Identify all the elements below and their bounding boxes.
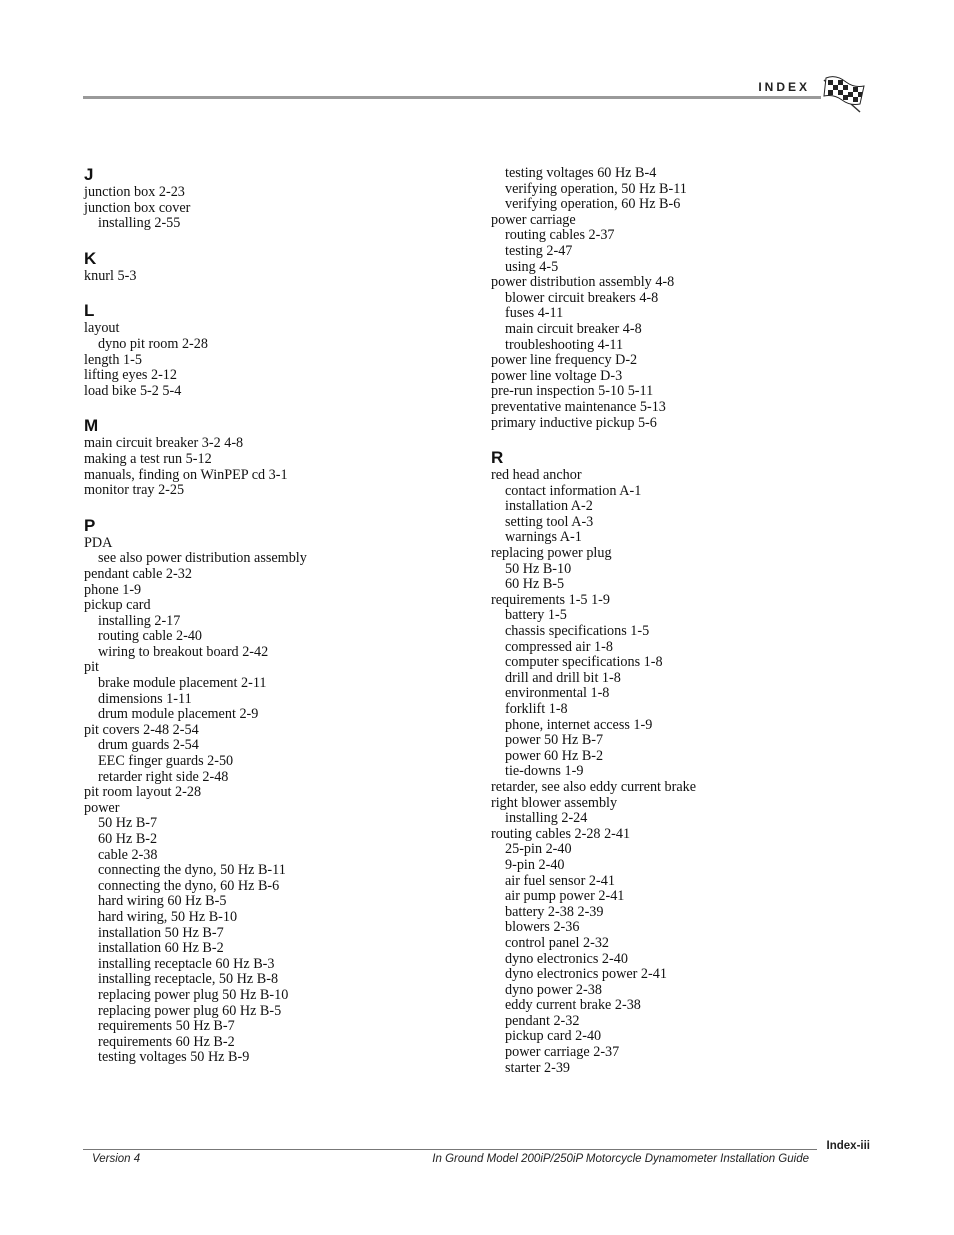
index-subentry: dyno pit room 2-28 bbox=[98, 335, 208, 352]
footer-rule bbox=[83, 1149, 817, 1150]
index-subentry: 9-pin 2-40 bbox=[505, 856, 565, 873]
index-subentry: hard wiring 60 Hz B-5 bbox=[98, 893, 227, 910]
index-subentry: drum guards 2-54 bbox=[98, 737, 199, 754]
index-entry: making a test run 5-12 bbox=[84, 450, 212, 467]
index-subentry: testing 2-47 bbox=[505, 242, 573, 259]
index-subentry: pickup card 2-40 bbox=[505, 1028, 602, 1045]
index-subentry: installing 2-24 bbox=[505, 810, 588, 827]
index-entry: layout bbox=[84, 320, 120, 337]
index-subentry: setting tool A-3 bbox=[505, 513, 594, 530]
section-letter: P bbox=[84, 515, 96, 535]
index-entry: manuals, finding on WinPEP cd 3-1 bbox=[84, 466, 288, 483]
index-subentry: battery 2-38 2-39 bbox=[505, 903, 604, 920]
index-entry: load bike 5-2 5-4 bbox=[84, 382, 182, 399]
index-subentry: using 4-5 bbox=[505, 258, 559, 275]
index-entry: pickup card bbox=[84, 597, 151, 614]
index-subentry: drum module placement 2-9 bbox=[98, 706, 259, 723]
index-entry: power bbox=[84, 799, 120, 816]
index-subentry: power 60 Hz B-2 bbox=[505, 747, 604, 764]
index-section bbox=[84, 416, 474, 498]
index-subentry: drill and drill bit 1-8 bbox=[505, 669, 621, 686]
index-subentry: dimensions 1-11 bbox=[98, 690, 192, 707]
index-subentry: warnings A-1 bbox=[505, 529, 582, 546]
index-subentry: installing 2-17 bbox=[98, 612, 181, 629]
index-section bbox=[491, 448, 911, 1076]
index-subentry: 50 Hz B-10 bbox=[505, 560, 572, 577]
index-subentry: dyno electronics 2-40 bbox=[505, 950, 628, 967]
index-subentry: air pump power 2-41 bbox=[505, 888, 625, 905]
index-subentry: troubleshooting 4-11 bbox=[505, 336, 624, 353]
index-subentry: routing cables 2-37 bbox=[505, 227, 615, 244]
index-entry: power carriage bbox=[491, 211, 576, 228]
index-subentry: cable 2-38 bbox=[98, 846, 158, 863]
index-entry: phone 1-9 bbox=[84, 581, 142, 598]
index-subentry: installation 50 Hz B-7 bbox=[98, 924, 224, 941]
index-subentry: connecting the dyno, 50 Hz B-11 bbox=[98, 862, 286, 879]
index-subentry: replacing power plug 60 Hz B-5 bbox=[98, 1002, 282, 1019]
index-entry: power distribution assembly 4-8 bbox=[491, 274, 675, 291]
index-entry: right blower assembly bbox=[491, 794, 618, 811]
index-entry: requirements 1-5 1-9 bbox=[491, 591, 610, 608]
index-subentry: 60 Hz B-2 bbox=[98, 831, 158, 847]
index-subentry: brake module placement 2-11 bbox=[98, 675, 267, 692]
index-entry: pit bbox=[84, 659, 99, 676]
index-subentry: starter 2-39 bbox=[505, 1059, 571, 1076]
index-section bbox=[84, 301, 474, 399]
index-subentry: verifying operation, 50 Hz B-11 bbox=[505, 180, 687, 197]
index-entry: preventative maintenance 5-13 bbox=[491, 398, 666, 415]
index-subentry: connecting the dyno, 60 Hz B-6 bbox=[98, 877, 280, 894]
index-entry: power line voltage D-3 bbox=[491, 367, 623, 384]
index-entry: red head anchor bbox=[491, 467, 582, 484]
index-subentry: blower circuit breakers 4-8 bbox=[505, 289, 659, 306]
index-entry: pendant cable 2-32 bbox=[84, 565, 192, 582]
index-subentry: testing voltages 50 Hz B-9 bbox=[98, 1049, 250, 1066]
index-entry: junction box 2-23 bbox=[84, 184, 185, 200]
index-subentry: hard wiring, 50 Hz B-10 bbox=[98, 908, 238, 925]
index-subentry: EEC finger guards 2-50 bbox=[98, 753, 234, 770]
index-entry: junction box cover bbox=[84, 199, 191, 216]
index-subentry: wiring to breakout board 2-42 bbox=[98, 643, 269, 660]
index-entry: power line frequency D-2 bbox=[491, 352, 638, 369]
index-subentry: computer specifications 1-8 bbox=[505, 654, 663, 671]
header-rule bbox=[83, 96, 821, 99]
index-entry: pre-run inspection 5-10 5-11 bbox=[491, 383, 654, 400]
section-letter: J bbox=[84, 165, 94, 184]
index-subentry: verifying operation, 60 Hz B-6 bbox=[505, 196, 681, 213]
index-subentry: chassis specifications 1-5 bbox=[505, 623, 650, 640]
index-section bbox=[491, 166, 911, 431]
index-subentry: dyno power 2-38 bbox=[505, 981, 602, 998]
index-subentry: 50 Hz B-7 bbox=[98, 815, 158, 832]
index-subentry: blowers 2-36 bbox=[505, 919, 580, 936]
index-subentry: see also power distribution assembly bbox=[98, 550, 307, 567]
index-entry: knurl 5-3 bbox=[84, 267, 137, 284]
index-entry: PDA bbox=[84, 534, 113, 551]
index-subentry: installing receptacle, 50 Hz B-8 bbox=[98, 971, 279, 988]
header-title: INDEX bbox=[758, 80, 810, 94]
section-letter: R bbox=[491, 448, 504, 468]
index-entry: retarder, see also eddy current brake bbox=[491, 778, 697, 795]
index-entry: pit covers 2-48 2-54 bbox=[84, 721, 199, 738]
index-subentry: power carriage 2-37 bbox=[505, 1044, 620, 1061]
index-subentry: retarder right side 2-48 bbox=[98, 768, 229, 785]
index-entry: primary inductive pickup 5-6 bbox=[491, 414, 657, 431]
index-subentry: power 50 Hz B-7 bbox=[505, 732, 604, 749]
index-subentry: installing 2-55 bbox=[98, 215, 181, 232]
index-section bbox=[84, 249, 474, 285]
index-subentry: 60 Hz B-5 bbox=[505, 576, 565, 593]
footer-page-number: Index-iii bbox=[826, 1140, 870, 1152]
index-subentry: compressed air 1-8 bbox=[505, 638, 613, 655]
index-entry: monitor tray 2-25 bbox=[84, 482, 185, 499]
index-subentry: requirements 50 Hz B-7 bbox=[98, 1018, 235, 1035]
index-subentry: contact information A-1 bbox=[505, 482, 642, 499]
index-subentry: main circuit breaker 4-8 bbox=[505, 320, 642, 337]
index-subentry: pendant 2-32 bbox=[505, 1012, 580, 1029]
index-subentry: phone, internet access 1-9 bbox=[505, 716, 653, 733]
index-entry: pit room layout 2-28 bbox=[84, 784, 202, 801]
index-subentry: eddy current brake 2-38 bbox=[505, 997, 641, 1014]
index-subentry: forklift 1-8 bbox=[505, 701, 568, 717]
index-entry: replacing power plug bbox=[491, 545, 612, 562]
index-section bbox=[84, 516, 474, 1066]
index-subentry: testing voltages 60 Hz B-4 bbox=[505, 165, 657, 181]
index-entry: main circuit breaker 3-2 4-8 bbox=[84, 435, 244, 452]
index-subentry: dyno electronics power 2-41 bbox=[505, 966, 667, 983]
index-subentry: battery 1-5 bbox=[505, 607, 567, 624]
index-entry: length 1-5 bbox=[84, 351, 142, 368]
index-subentry: environmental 1-8 bbox=[505, 685, 610, 702]
index-section bbox=[84, 165, 474, 232]
index-subentry: installation 60 Hz B-2 bbox=[98, 940, 224, 957]
checkered-flag-icon bbox=[820, 74, 866, 114]
index-subentry: installing receptacle 60 Hz B-3 bbox=[98, 955, 275, 972]
section-letter: L bbox=[84, 301, 95, 321]
index-subentry: replacing power plug 50 Hz B-10 bbox=[98, 986, 289, 1003]
index-subentry: routing cable 2-40 bbox=[98, 628, 203, 645]
index-subentry: tie-downs 1-9 bbox=[505, 763, 584, 780]
index-subentry: requirements 60 Hz B-2 bbox=[98, 1033, 235, 1050]
index-subentry: fuses 4-11 bbox=[505, 305, 564, 322]
footer-guide-title: In Ground Model 200iP/250iP Motorcycle Dynamometer Installation Guide bbox=[432, 1153, 809, 1165]
index-subentry: installation A-2 bbox=[505, 498, 593, 515]
index-entry: lifting eyes 2-12 bbox=[84, 367, 177, 384]
section-letter: K bbox=[84, 248, 97, 268]
index-column-right bbox=[491, 166, 911, 1076]
index-subentry: 25-pin 2-40 bbox=[505, 841, 572, 858]
footer-version: Version 4 bbox=[92, 1153, 141, 1165]
section-letter: M bbox=[84, 416, 99, 436]
index-column-left bbox=[84, 165, 474, 1066]
index-subentry: control panel 2-32 bbox=[505, 934, 610, 951]
index-entry: routing cables 2-28 2-41 bbox=[491, 825, 631, 842]
index-subentry: air fuel sensor 2-41 bbox=[505, 872, 615, 889]
